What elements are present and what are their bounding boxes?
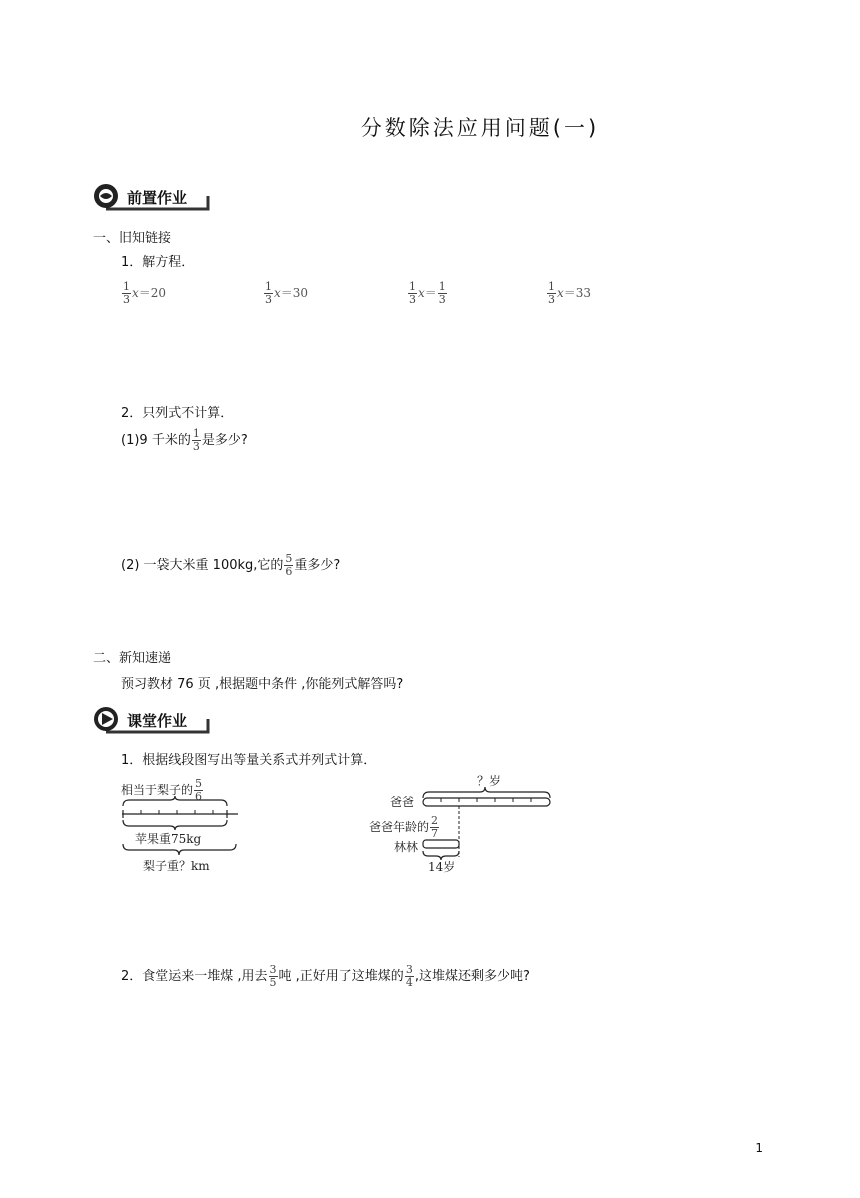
equation-rhs-fraction: $\frac{1}{3}$ — [438, 280, 446, 306]
equation-1: $\frac{1}{3}$ x＝20 — [123, 280, 167, 306]
class-q2-text: 2．食堂运来一堆煤 ,用去 — [121, 969, 268, 984]
page-number: 1 — [755, 1141, 763, 1155]
right-lin-label: 林林 — [394, 840, 419, 854]
right-bottom-label: 14岁 — [428, 860, 456, 874]
q2-2-text-end: 重多少? — [294, 558, 341, 573]
q1-label: 1．解方程． — [121, 255, 195, 270]
left-top-text: 相当于梨子的 — [121, 783, 194, 797]
left-diagram-mid-label: 苹果重75kg — [135, 832, 202, 846]
page-title: 分数除法应用问题(一) — [360, 116, 600, 140]
class-q2-fraction-1: $\frac{3}{5}$ — [269, 963, 277, 989]
right-age-text: 爸爸年龄的 — [369, 820, 430, 834]
part2-heading: 二、新知速递 — [93, 651, 172, 666]
q2-label: 2．只列式不计算． — [121, 406, 234, 421]
part1-heading: 一、旧知链接 — [93, 231, 172, 246]
section-label-pre: 前置作业 — [127, 189, 188, 207]
equation-4: $\frac{1}{3}$ x＝33 — [548, 280, 592, 306]
equation-3: $\frac{1}{3}$ x＝ $\frac{1}{3}$ — [409, 280, 446, 306]
right-dad-label: 爸爸 — [390, 795, 415, 809]
q2-2-fraction: $\frac{5}{6}$ — [285, 552, 293, 578]
part2-text: 预习教材 76 页 ,根据题中条件 ,你能列式解答吗? — [121, 677, 404, 692]
left-diagram-bottom-label: 梨子重？km — [143, 859, 210, 873]
left-bottom-brace — [118, 842, 243, 858]
right-age-fraction: $\frac{2}{7}$ — [431, 814, 439, 840]
q2-1-fraction: $\frac{1}{3}$ — [192, 427, 200, 453]
q2-1 — [121, 428, 248, 453]
class-q2-fraction-2: $\frac{3}{4}$ — [405, 963, 413, 989]
equation-fraction: $\frac{1}{3}$ — [409, 280, 416, 306]
equation-fraction: $\frac{1}{3}$ — [265, 280, 272, 306]
q2-2-text: (2) 一袋大米重 100kg,它的 — [121, 558, 284, 573]
left-top-fraction: $\frac{5}{6}$ — [195, 777, 203, 803]
right-age-label — [369, 815, 440, 840]
class-q2-text-mid: 吨 ,正好用了这堆煤的 — [278, 969, 404, 984]
class-q1-label: 1．根据线段图写出等量关系式并列式计算． — [121, 753, 377, 768]
equation-fraction: $\frac{1}{3}$ — [123, 280, 130, 306]
right-diagram-top-label: ？岁 — [477, 774, 502, 788]
section-label-class: 课堂作业 — [127, 712, 188, 730]
q2-1-text: (1)9 千米的 — [121, 433, 191, 448]
section-badge-pre — [92, 182, 212, 212]
class-q2 — [121, 964, 530, 989]
equation-fraction: $\frac{1}{3}$ — [548, 280, 555, 306]
section-badge-class — [92, 705, 212, 735]
equation-2: $\frac{1}{3}$ x＝30 — [265, 280, 309, 306]
q2-2 — [121, 553, 340, 578]
class-q2-text-end: ,这堆煤还剩多少吨? — [414, 969, 530, 984]
q2-1-text-end: 是多少? — [201, 433, 248, 448]
